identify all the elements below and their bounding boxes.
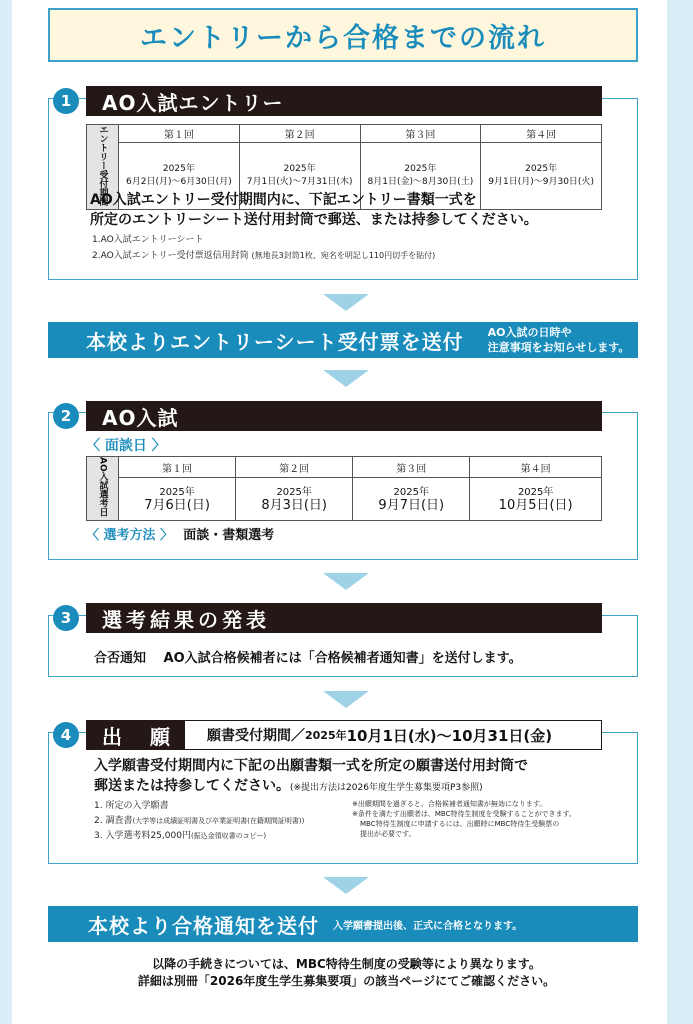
entry-period-cell: 2025年 6月2日(月)～6月30日(月) <box>119 143 240 210</box>
step2-interview-table <box>86 456 602 521</box>
step3-heading: 選考結果の発表 <box>86 603 602 633</box>
exam-date-header: AO入試選考日 <box>87 457 119 521</box>
interview-date-cell: 2025年 8月3日(日) <box>236 478 353 520</box>
step1-heading: AO入試エントリー <box>86 86 602 116</box>
round-label: 第４回 <box>481 125 602 143</box>
interview-date-cell: 2025年 7月6日(日) <box>119 478 236 520</box>
application-period: 願書受付期間／ 2025年 10月1日(水)～10月31日(金) <box>184 720 602 750</box>
acceptance-band <box>48 906 638 942</box>
step1-number: 1 <box>53 88 79 114</box>
step2-number: 2 <box>53 403 79 429</box>
acceptance-band-note: 入学願書提出後、正式に合格となります。 <box>333 920 523 932</box>
round-label: 第１回 <box>119 457 236 478</box>
result-notice: 合否通知 AO入試合格候補者には「合格候補者通知書」を送付します。 <box>94 651 522 666</box>
step4-box <box>48 732 638 864</box>
step4-instructions: 入学願書受付期間内に下記の出願書類一式を所定の願書送付用封筒で 郵送または持参してください。(※提出方法は2026年度生学生募集要項P3参照) <box>94 758 528 794</box>
round-label: 第２回 <box>239 125 360 143</box>
interview-date-label: 〈 面談日 〉 <box>86 438 166 454</box>
interview-date-cell: 2025年 10月5日(日) <box>470 478 602 520</box>
step4-number: 4 <box>53 722 79 748</box>
step2-heading: AO入試 <box>86 401 602 431</box>
round-label: 第１回 <box>119 125 240 143</box>
receipt-band <box>48 322 638 358</box>
entry-period-cell: 2025年 8月1日(金)～8月30日(土) <box>360 143 481 210</box>
selection-method: 〈 選考方法 〉 面談・書類選考 <box>86 528 275 543</box>
flow-arrow <box>323 877 369 894</box>
step4-heading: 出 願 <box>86 720 184 750</box>
round-label: 第４回 <box>470 457 602 478</box>
interview-date-cell: 2025年 9月7日(日) <box>353 478 470 520</box>
flow-arrow <box>323 691 369 708</box>
step4-documents: 1. 所定の入学願書 2. 調査書(大学等は成績証明書及び卒業証明書(在籍期間証明書)) 3. 入学選考料25,000円(振込金領収書のコピー) <box>94 801 305 841</box>
footer-note: 以降の手続きについては、MBC特待生制度の受験等により異なります。 詳細は別冊「2026年度生学生募集要項」の該当ページにてご確認ください。 <box>137 957 556 988</box>
entry-period-cell: 2025年 7月1日(火)～7月31日(木) <box>239 143 360 210</box>
flow-arrow <box>323 370 369 387</box>
receipt-band-title: 本校よりエントリーシート受付票を送付 <box>86 329 464 354</box>
page-title: エントリーから合格までの流れ <box>140 22 546 54</box>
acceptance-band-title: 本校より合格通知を送付 <box>88 913 319 938</box>
entry-period-header: エントリー受付期間 <box>87 125 119 210</box>
page-title-box <box>48 8 638 62</box>
round-label: 第３回 <box>360 125 481 143</box>
step3-number: 3 <box>53 605 79 631</box>
entry-period-cell: 2025年 9月1日(月)～9月30日(火) <box>481 143 602 210</box>
flow-arrow <box>323 294 369 311</box>
flow-arrow <box>323 573 369 590</box>
step4-notes: ※出願期間を過ぎると、合格候補者通知書が無効になります。 ※条件を満たす出願者は、MBC特待生制度を受験することができます。 MBC特待生制度に申請するには、出願時にMBC特待生受験票の 提出が必要です。 <box>352 800 576 838</box>
step1-documents: 1.AO入試エントリーシート 2.AO入試エントリー受付票返信用封筒 (無地長3封筒1枚、宛名を明記し110円切手を貼付) <box>92 235 436 261</box>
step1-instructions: AO入試エントリー受付期間内に、下記エントリー書類一式を 所定のエントリーシート送付用封筒で郵送、または持参してください。 <box>90 192 538 228</box>
round-label: 第３回 <box>353 457 470 478</box>
receipt-band-note: AO入試の日時や 注意事項をお知らせします。 <box>487 326 630 354</box>
round-label: 第２回 <box>236 457 353 478</box>
